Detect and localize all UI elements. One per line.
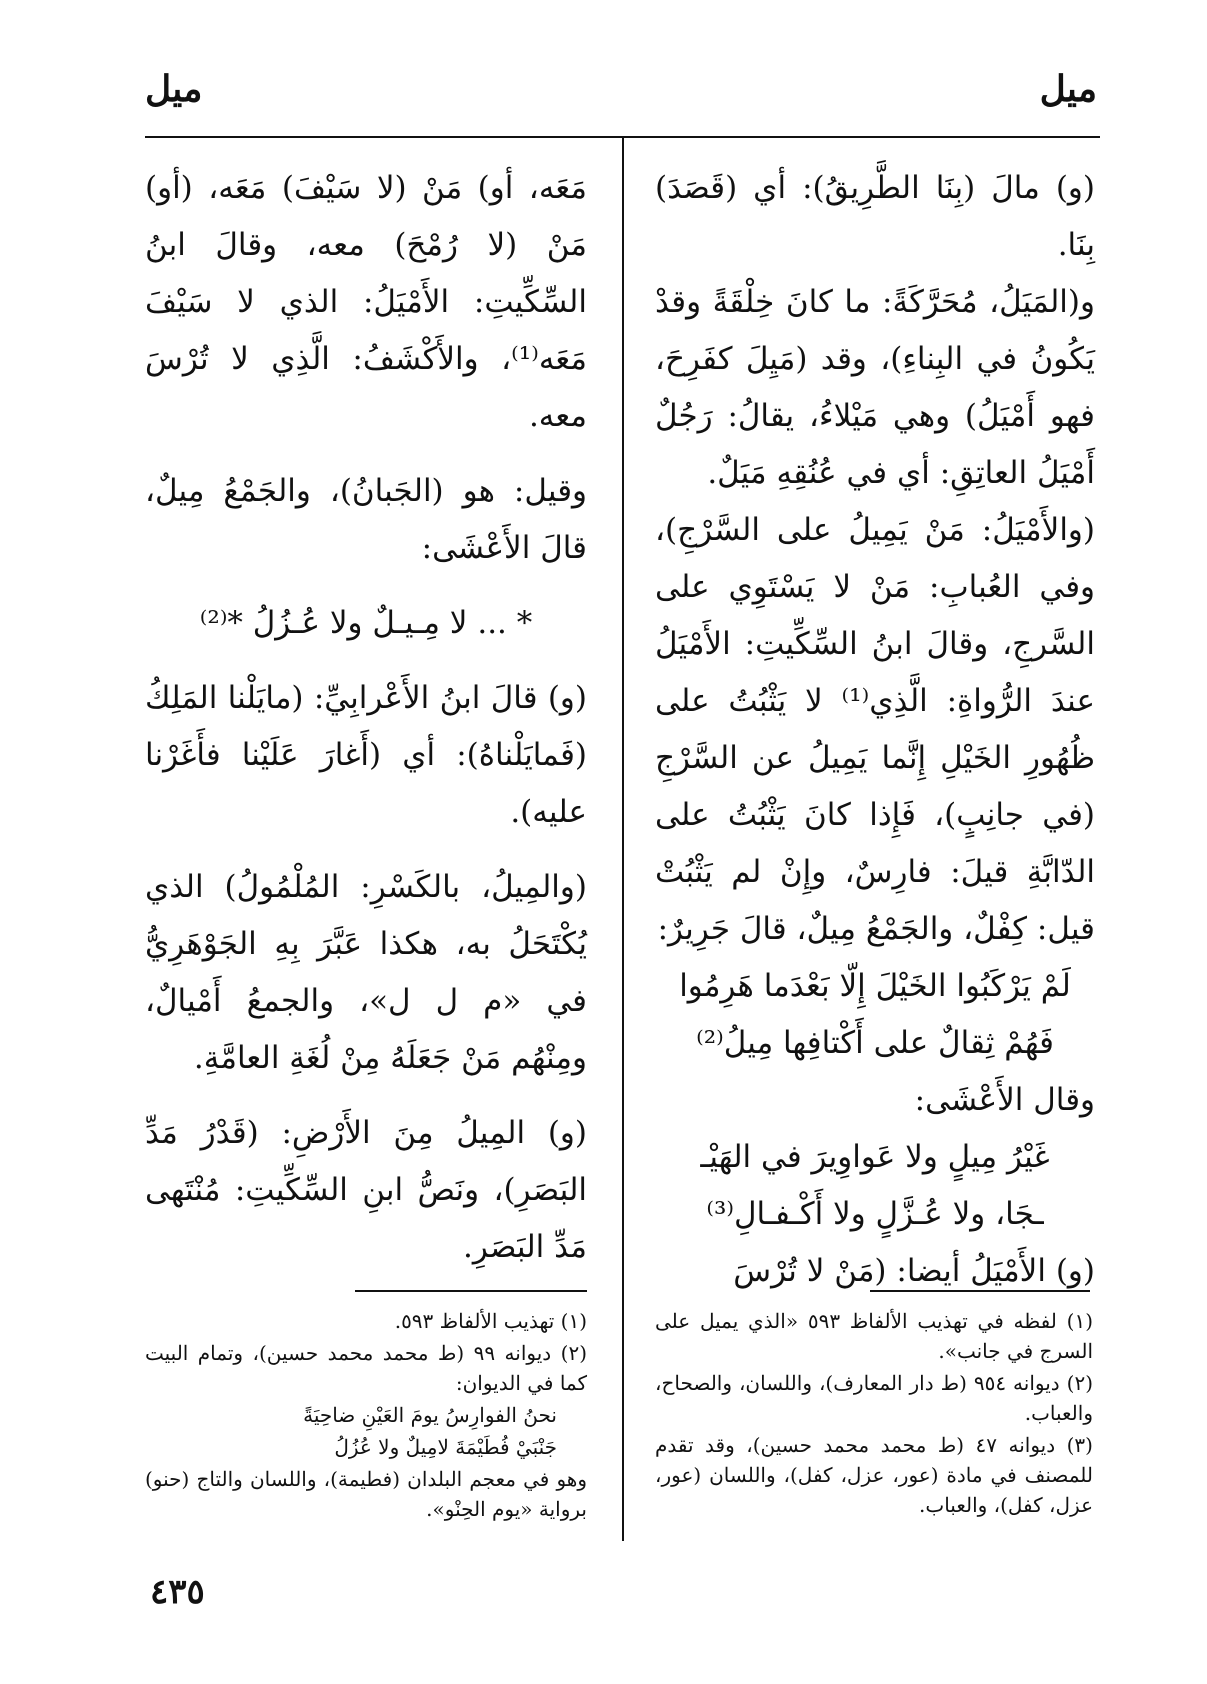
paragraph: (و) مالَ (بِنَا الطَّرِيقُ): أي (قَصَدَ) بِنَا. (655, 170, 1095, 263)
footnote-rule-left (355, 1290, 587, 1292)
paragraph: (و) المِيلُ مِنَ الأَرْضِ: (قَدْرُ مَدِّ البَصَرِ)، ونَصُّ ابنِ السِّكِّيتِ: مُنْتَهى مَدِّ البَصَرِ. (145, 1115, 587, 1265)
paragraph: وقيل: هو (الجَبانُ)، والجَمْعُ مِيلٌ، قالَ الأَعْشَى: (145, 473, 587, 566)
header-entry-word-right: ميل (1039, 68, 1097, 110)
left-footnotes (145, 1306, 587, 1526)
paragraph: (و) الأَمْيَلُ أيضا: (مَنْ لا تُرْسَ (733, 1253, 1095, 1289)
spacer (145, 1087, 587, 1105)
paragraph: (و) قالَ ابنُ الأَعْرابِيِّ: (مايَلْنا المَلِكُ (فَمايَلْناهُ): أي (أَغارَ عَلَيْنا فأَغَرْنا عليه). (145, 680, 587, 830)
verse-line: لَمْ يَرْكَبُوا الخَيْلَ إِلّا بَعْدَما هَرِمُوا (679, 968, 1071, 1004)
spacer (145, 841, 587, 859)
paragraph: (والمِيلُ، بالكَسْرِ: المُلْمُولُ) الذي يُكْتَحَلُ به، هكذا عَبَّرَ بِهِ الجَوْهَرِيُّ في «م ل ل»، والجمعُ أَمْيالٌ، ومِنْهُم مَنْ جَعَلَهُ مِنْ لُغَةِ العامَّةِ. (145, 869, 587, 1076)
right-footnotes (655, 1306, 1093, 1522)
footnote: وهو في معجم البلدان (فطيمة)، واللسان والتاج (حنو) برواية «يوم الحِنْو». (145, 1467, 587, 1521)
footnote: (٣) ديوانه ٤٧ (ط محمد محمد حسين)، وقد تقدم للمصنف في مادة (عور، عزل، كفل)، واللسان (عور، عزل، كفل)، والعباب. (655, 1433, 1093, 1517)
spacer (145, 652, 587, 670)
verse-line: فَهُمْ ثِقالٌ على أَكْتافِها مِيلُ⁽²⁾ (696, 1025, 1054, 1061)
verse-line: * ... لا مِـيـلٌ ولا عُـزُلُ *⁽²⁾ (199, 605, 533, 641)
paragraph: (والأَمْيَلُ: مَنْ يَمِيلُ على السَّرْجِ)، وفي العُبابِ: مَنْ لا يَسْتَوِي على السَّرجِ، وقالَ ابنُ السِّكِّيتِ: الأَمْيَلُ عندَ الرُّواةِ: الَّذِي⁽¹⁾ لا يَثْبُتُ على ظُهُورِ الخَيْلِ إِنَّما يَمِيلُ عن السَّرْجِ (في جانِبٍ)، فَإِذا كانَ يَثْبُتُ على الدّابَّةِ قيلَ: فارِسٌ، وإِنْ لم يَثْبُتْ قيل: كِفْلٌ، والجَمْعُ مِيلٌ، قالَ جَرِيرٌ: (655, 512, 1095, 947)
footnote-rule-right (870, 1290, 1090, 1292)
footnote: (٢) ديوانه ٩٥٤ (ط دار المعارف)، واللسان، والصحاح، والعباب. (655, 1371, 1094, 1425)
right-column (655, 160, 1095, 1300)
footnote-verse: جَنْبَيْ فُطَيْمَةَ لامِيلٌ ولا عُزُلُ (334, 1435, 557, 1459)
spacer (145, 577, 587, 595)
paragraph: مَعَه، أو) مَنْ (لا سَيْفَ) مَعَه، (أو) مَنْ (لا رُمْحَ) معه، وقالَ ابنُ السِّكِّيتِ: الأَمْيَلُ: الذي لا سَيْفَ مَعَه⁽¹⁾، والأَكْشَفُ: الَّذِي لا تُرْسَ معه. (145, 170, 587, 434)
footnote: (١) تهذيب الألفاظ ٥٩٣. (394, 1309, 587, 1333)
left-column (145, 160, 587, 1276)
footnote-verse: نحنُ الفوارِسُ يومَ العَيْنِ ضاحِيَةً (303, 1403, 557, 1427)
footnote: (١) لفظه في تهذيب الألفاظ ٥٩٣ «الذي يميل على السرج في جانب». (655, 1309, 1093, 1363)
paragraph: و(المَيَلُ، مُحَرَّكَةً: ما كانَ خِلْقَةً وقدْ يَكُونُ في البِناءِ)، وقد (مَيِلَ كفَرِحَ، فهو أَمْيَلُ) وهي مَيْلاءُ، يقالُ: رَجُلٌ أَمْيَلُ العاتِقِ: أي في عُنُقِهِ مَيَلٌ. (655, 284, 1095, 491)
column-divider (622, 136, 624, 1541)
verse-line: ـجَا، ولا عُـزَّلٍ ولا أَكْـفـالِ⁽³⁾ (706, 1196, 1044, 1232)
spacer (145, 445, 587, 463)
paragraph: وقال الأَعْشَى: (914, 1082, 1095, 1118)
verse-line: غَيْرُ مِيلٍ ولا عَواوِيرَ في الهَيْـ (700, 1139, 1050, 1175)
footnote: (٢) ديوانه ٩٩ (ط محمد محمد حسين)، وتمام البيت كما في الديوان: (145, 1341, 587, 1395)
header-entry-word-left: ميل (145, 68, 203, 110)
page-number: ٤٣٥ (150, 1572, 205, 1612)
